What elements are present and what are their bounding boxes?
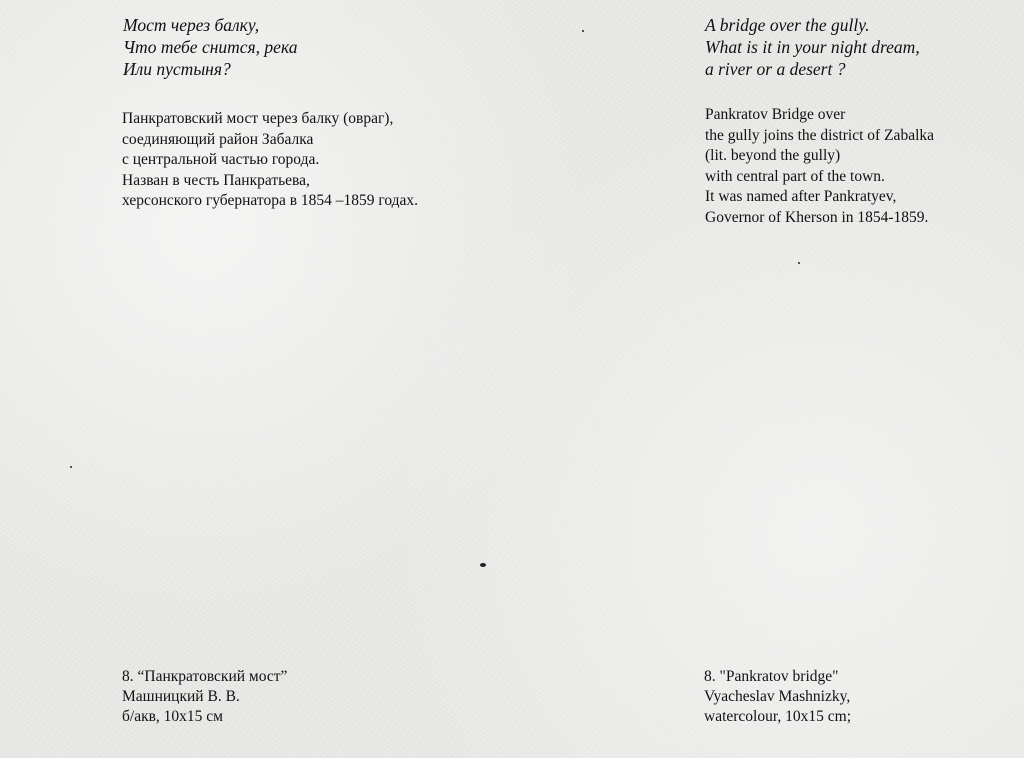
russian-caption-medium: б/акв, 10х15 см: [122, 708, 223, 725]
english-haiku-line: What is it in your night dream,: [705, 37, 920, 57]
russian-haiku-line: Что тебе снится, река: [123, 37, 298, 57]
russian-haiku: [123, 14, 297, 80]
english-haiku-line: a river or a desert ?: [705, 59, 846, 79]
russian-description-line: херсонского губернатора в 1854 –1859 годах.: [122, 192, 419, 209]
russian-description-line: с центральной частью города.: [122, 151, 320, 168]
english-caption-artist: Vyacheslav Mashnizky,: [704, 688, 851, 705]
paper-speck: [480, 563, 486, 567]
paper-speck: [582, 30, 584, 32]
english-description-line: Governor of Kherson in 1854-1859.: [705, 208, 929, 226]
russian-haiku-line: Или пустыня?: [123, 59, 231, 79]
english-description-line: the gully joins the district of Zabalka: [705, 126, 935, 144]
paper-speck: [798, 262, 800, 264]
russian-caption-artist: Машницкий В. В.: [122, 688, 240, 705]
russian-description-line: соединяющий район Забалка: [122, 130, 314, 148]
russian-haiku-line: Мост через балку,: [123, 15, 260, 35]
russian-artwork-caption: [122, 667, 287, 727]
russian-description: [122, 109, 418, 212]
russian-description-line: Панкратовский мост через балку (овраг),: [122, 110, 394, 127]
english-caption-medium: watercolour, 10x15 cm;: [704, 708, 852, 725]
english-caption-title: 8. "Pankratov bridge": [704, 668, 839, 685]
english-description-line: Pankratov Bridge over: [705, 106, 846, 123]
english-description: [705, 105, 934, 228]
english-description-line: It was named after Pankratyev,: [705, 188, 897, 205]
paper-speck: [70, 466, 72, 468]
english-description-line: (lit. beyond the gully): [705, 147, 841, 164]
english-haiku-line: A bridge over the gully.: [705, 15, 870, 35]
english-artwork-caption: [704, 667, 851, 727]
english-haiku: [705, 14, 920, 80]
english-description-line: with central part of the town.: [705, 167, 885, 185]
russian-description-line: Назван в честь Панкратьева,: [122, 171, 310, 189]
russian-caption-title: 8. “Панкратовский мост”: [122, 668, 288, 685]
